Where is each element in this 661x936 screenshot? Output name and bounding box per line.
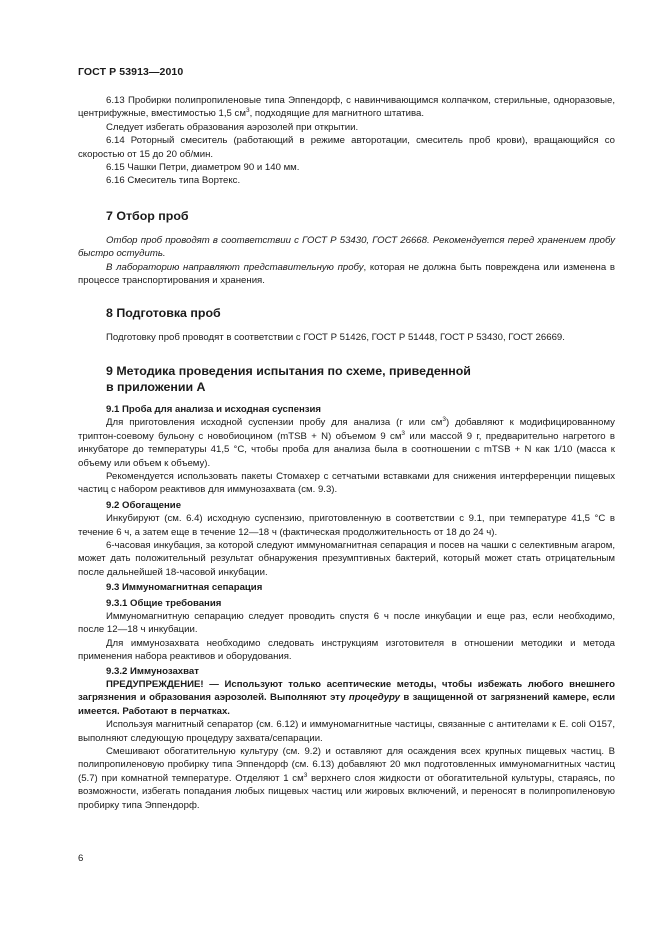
- section-7-heading: 7 Отбор проб: [106, 208, 189, 223]
- subsection-9-1-paragraph-2: Рекомендуется использовать пакеты Стомахер с сетчатыми вставками для снижения интерференции пищевых частиц с набором реактивов для иммунозахвата (см. 9.3).: [78, 470, 615, 496]
- paragraph-6-13-note: Следует избегать образования аэрозолей при открытии.: [106, 121, 359, 133]
- section-7-paragraph-2: [78, 261, 615, 288]
- subsection-9-2-heading: 9.2 Обогащение: [106, 499, 182, 511]
- italic-run: В лабораторию направляют представительную пробу: [106, 261, 364, 273]
- page-number: 6: [78, 853, 84, 864]
- text-run: Для приготовления исходной суспензии пробу для анализа (г или см: [106, 417, 443, 429]
- paragraph-6-15: 6.15 Чашки Петри, диаметром 90 и 140 мм.: [106, 162, 300, 174]
- section-7-paragraph-1: Отбор проб проводят в соответствии с ГОСТ Р 53430, ГОСТ 26668. Рекомендуется перед хранением пробу быстро остудить.: [78, 234, 615, 260]
- italic-run: процедуру: [348, 692, 400, 704]
- text-run: 6.13 Пробирки полипропиленовые типа Эппендорф, с навинчивающимся колпачком, стерильные, одноразовые, центрифужные, вместимостью 1,5 см: [78, 95, 615, 120]
- section-9-heading-line-2: в приложении А: [106, 379, 206, 394]
- text-run: , подходящие для магнитного штатива.: [249, 108, 424, 120]
- subsection-9-3-1-heading: 9.3.1 Общие требования: [106, 597, 222, 609]
- text-run: в защищенной от загрязнений камере, если имеется. Работают в перчатках.: [78, 692, 615, 717]
- superscript: 3: [245, 107, 250, 115]
- subsection-9-3-2-paragraph-2: [78, 745, 615, 812]
- subsection-9-1-paragraph-1: [78, 416, 615, 470]
- document-body: [78, 94, 615, 812]
- section-9-heading-line-1: 9 Методика проведения испытания по схеме, приведенной: [106, 363, 471, 378]
- subsection-9-2-paragraph-1: Инкубируют (см. 6.4) исходную суспензию, приготовленную в соответствии с 9.1, при температуре 41,5 °С в течение 6 ч, а затем еще в течение 12—18 ч (фактическая продолжительность от 18 до 24 ч).: [78, 513, 615, 538]
- text-run: ) добавляют к модифицированному триптон-соевому бульону с новобиоцином (mTSB + N) объемом 9 см: [78, 417, 615, 442]
- subsection-9-3-2-paragraph-1: Используя магнитный сепаратор (см. 6.12) и иммуномагнитные частицы, связанные с антителами к E. coli O157, выполняют следующую процедуру захвата/сепарации.: [78, 719, 615, 744]
- text-run: ПРЕДУПРЕЖДЕНИЕ! — Используют только асептические методы, чтобы избежать любого внешнего загрязнения и образования аэрозолей. Выполняют эту: [78, 679, 615, 704]
- paragraph-6-16: 6.16 Смеситель типа Вортекс.: [106, 175, 241, 187]
- subsection-9-1-heading: 9.1 Проба для анализа и исходная суспензия: [106, 403, 322, 415]
- subsection-9-3-2-heading: 9.3.2 Иммунозахват: [106, 665, 199, 677]
- text-run: , которая не должна быть повреждена или изменена в процессе транспортирования и хранения.: [78, 261, 615, 287]
- section-8-paragraph-1: Подготовку проб проводят в соответствии с ГОСТ Р 51426, ГОСТ Р 51448, ГОСТ Р 53430, ГОСТ 26669.: [106, 332, 565, 344]
- subsection-9-2-paragraph-2: 6-часовая инкубация, за которой следуют иммуномагнитная сепарация и посев на чашки с селективным агаром, может дать положительный результат обнаружения презумптивных бактерий, который может стать отрицательным после дальнейшей 18-часовой инкубации.: [78, 539, 615, 578]
- paragraph-6-13: [78, 94, 615, 121]
- document-header: ГОСТ Р 53913—2010: [78, 66, 184, 78]
- subsection-9-3-heading: 9.3 Иммуномагнитная сепарация: [106, 582, 263, 594]
- superscript: 3: [442, 416, 447, 424]
- subsection-9-3-1-paragraph-1: Иммуномагнитную сепарацию следует проводить спустя 6 ч после инкубации и еще раз, если необходимо, после 12—18 ч инкубации.: [78, 610, 615, 636]
- superscript: 3: [303, 771, 308, 779]
- paragraph-6-14: 6.14 Роторный смеситель (работающий в режиме авторотации, смеситель проб крови), вращающийся со скоростью от 15 до 20 об/мин.: [78, 135, 615, 160]
- text-run: Смешивают обогатительную культуру (см. 9.2) и оставляют для осаждения всех крупных пищевых частиц. В полипропиленовую пробирку типа Эппендорф (см. 6.13) добавляют 20 мкл подготовленных иммуномагнитных частиц (5.7) при комнатной температуре. Отделяют 1 см: [78, 746, 615, 784]
- section-9-heading: [78, 363, 615, 395]
- warning-paragraph: [78, 678, 615, 718]
- text-run: или массой 9 г, предварительно нагретого в инкубаторе до температуры 41,5 °С, чтобы проба для анализа была в соотношении с mTSB + N как 1/10 (масса к объему или объем к объему).: [78, 430, 615, 469]
- superscript: 3: [401, 429, 406, 437]
- text-run: верхнего слоя жидкости от обогатительной культуры, стараясь, по возможности, избегать попадания любых пищевых частиц или жировых включений, и переносят в полипропиленовую пробирку типа Эппендорф.: [78, 772, 615, 811]
- section-8-heading: 8 Подготовка проб: [106, 306, 221, 321]
- subsection-9-3-1-paragraph-2: Для иммунозахвата необходимо следовать инструкциям изготовителя в отношении методики и метода применения набора реактивов и оборудования.: [78, 637, 615, 663]
